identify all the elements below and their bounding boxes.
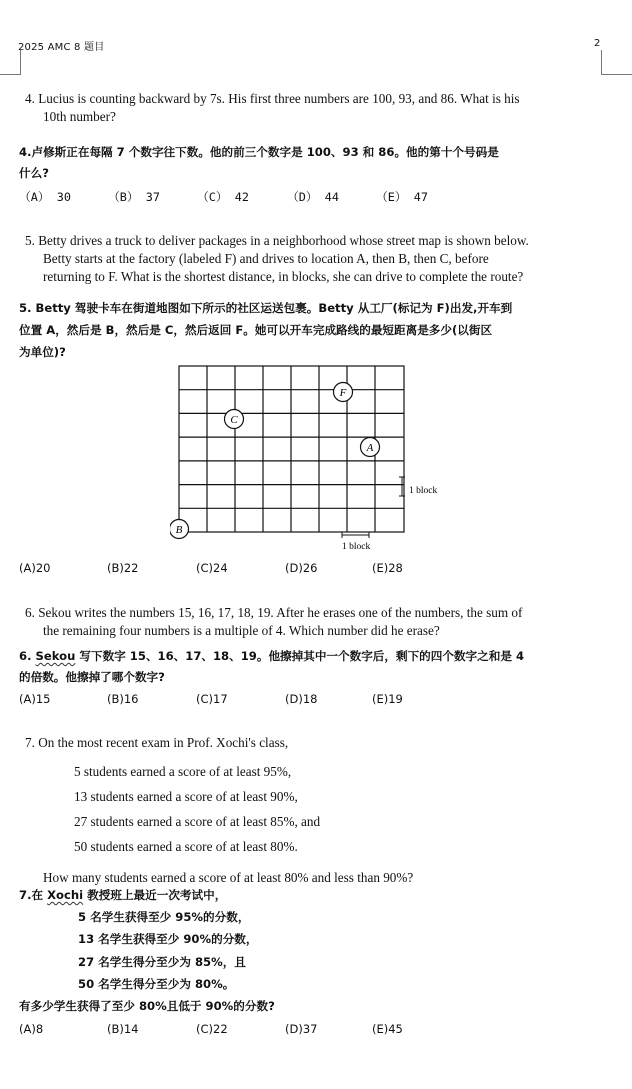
q4-chinese-line-2: 什么? xyxy=(19,166,49,180)
q7-chinese-condition-3: 27 名学生得分至少为 85%，且 xyxy=(78,955,246,969)
q4-english-line-2: 10th number? xyxy=(43,109,116,124)
vertical-block-scale-label: 1 block xyxy=(409,486,438,496)
q5-option-d: (D)26 xyxy=(285,561,318,575)
location-a-marker xyxy=(361,438,380,457)
horizontal-block-scale xyxy=(342,532,369,538)
location-b-label: B xyxy=(175,524,183,536)
q5-option-b: (B)22 xyxy=(107,561,139,575)
q7-option-a: (A)8 xyxy=(19,1022,44,1036)
q6-chinese-text: 写下数字 15、16、17、18、19。他擦掉其中一个数字后，剩下的四个数字之和是 4 xyxy=(75,649,525,663)
location-f-label: F xyxy=(339,387,347,399)
location-c-marker xyxy=(225,410,244,429)
document-header-title: 2025 AMC 8 题目 xyxy=(18,42,105,53)
q7-chinese-intro-suffix: 教授班上最近一次考试中， xyxy=(83,888,227,902)
q5-english-line-2: Betty starts at the factory (labeled F) and drives to location A, then B, then C, before xyxy=(43,251,489,266)
q5-option-a: (A)20 xyxy=(19,561,51,575)
q5-english-line-3: returning to F. What is the shortest distance, in blocks, she can drive to complete the route? xyxy=(43,269,524,284)
q7-chinese-intro-prefix: 7.在 xyxy=(19,888,48,902)
horizontal-block-scale-label: 1 block xyxy=(342,542,371,552)
margin-corner-mark-left xyxy=(0,50,21,75)
q7-chinese-question: 有多少学生获得了至少 80%且低于 90%的分数? xyxy=(19,999,275,1013)
q5-english-line-1: 5. Betty drives a truck to deliver packages in a neighborhood whose street map is shown below. xyxy=(25,233,529,248)
q7-option-d: (D)37 xyxy=(285,1022,318,1036)
q4-chinese-line-1: 4.卢修斯正在每隔 7 个数字往下数。他的前三个数字是 100、93 和 86。他的第十个号码是 xyxy=(19,145,499,159)
q7-option-e: (E)45 xyxy=(372,1022,403,1036)
q7-english-condition-2: 13 students earned a score of at least 90%, xyxy=(74,789,298,804)
q6-english-line-2: the remaining four numbers is a multiple of 4. Which number did he erase? xyxy=(43,623,440,638)
q6-option-e: (E)19 xyxy=(372,692,403,706)
q5-chinese-line-2: 位置 A，然后是 B，然后是 C，然后返回 F。她可以开车完成路线的最短距离是多少(以街区 xyxy=(19,323,493,337)
q4-option-c: （C） 42 xyxy=(197,190,250,204)
q5-chinese-line-3: 为单位)? xyxy=(19,345,66,359)
q6-chinese-number: 6. xyxy=(19,649,36,663)
q7-english-condition-4: 50 students earned a score of at least 80%. xyxy=(74,839,298,854)
q7-chinese-intro xyxy=(19,887,226,903)
q6-option-c: (C)17 xyxy=(196,692,228,706)
q6-option-d: (D)18 xyxy=(285,692,318,706)
q7-chinese-condition-4: 50 名学生得分至少为 80%。 xyxy=(78,977,235,991)
q7-option-b: (B)14 xyxy=(107,1022,139,1036)
q4-option-d: （D） 44 xyxy=(287,190,340,204)
page-number: 2 xyxy=(594,38,601,49)
q5-option-c: (C)24 xyxy=(196,561,228,575)
location-a-label: A xyxy=(366,442,374,454)
location-f-marker xyxy=(334,383,353,402)
q4-option-e: （E） 47 xyxy=(376,190,429,204)
q7-english-condition-3: 27 students earned a score of at least 85%, and xyxy=(74,814,321,829)
q7-option-c: (C)22 xyxy=(196,1022,228,1036)
q6-english-line-1: 6. Sekou writes the numbers 15, 16, 17, 18, 19. After he erases one of the numbers, the sum of xyxy=(25,605,523,620)
q6-chinese-line-1 xyxy=(19,648,524,664)
q7-english-intro: 7. On the most recent exam in Prof. Xochi's class, xyxy=(25,735,289,750)
q6-option-a: (A)15 xyxy=(19,692,51,706)
q5-chinese-line-1: 5. Betty 驾驶卡车在街道地图如下所示的社区运送包裹。Betty 从工厂(标记为 F)出发,开车到 xyxy=(19,301,513,315)
q7-english-question: How many students earned a score of at least 80% and less than 90%? xyxy=(43,870,414,885)
q7-chinese-condition-1: 5 名学生获得至少 95%的分数， xyxy=(78,910,250,924)
margin-corner-mark-right xyxy=(601,50,632,75)
q6-option-b: (B)16 xyxy=(107,692,139,706)
q4-option-a: （A） 30 xyxy=(19,190,72,204)
q4-english-line-1: 4. Lucius is counting backward by 7s. His first three numbers are 100, 93, and 86. What is his xyxy=(25,91,520,106)
q7-chinese-name-xochi: Xochi xyxy=(47,888,84,902)
location-c-label: C xyxy=(230,414,238,426)
q7-chinese-condition-2: 13 名学生获得至少 90%的分数， xyxy=(78,932,258,946)
q6-chinese-name-sekou: Sekou xyxy=(35,649,76,663)
street-map-grid xyxy=(170,362,450,554)
q5-option-e: (E)28 xyxy=(372,561,403,575)
location-b-marker xyxy=(170,520,189,539)
q4-option-b: （B） 37 xyxy=(108,190,161,204)
q6-chinese-line-2: 的倍数。他擦掉了哪个数字? xyxy=(19,670,165,684)
q7-english-condition-1: 5 students earned a score of at least 95%, xyxy=(74,764,292,779)
